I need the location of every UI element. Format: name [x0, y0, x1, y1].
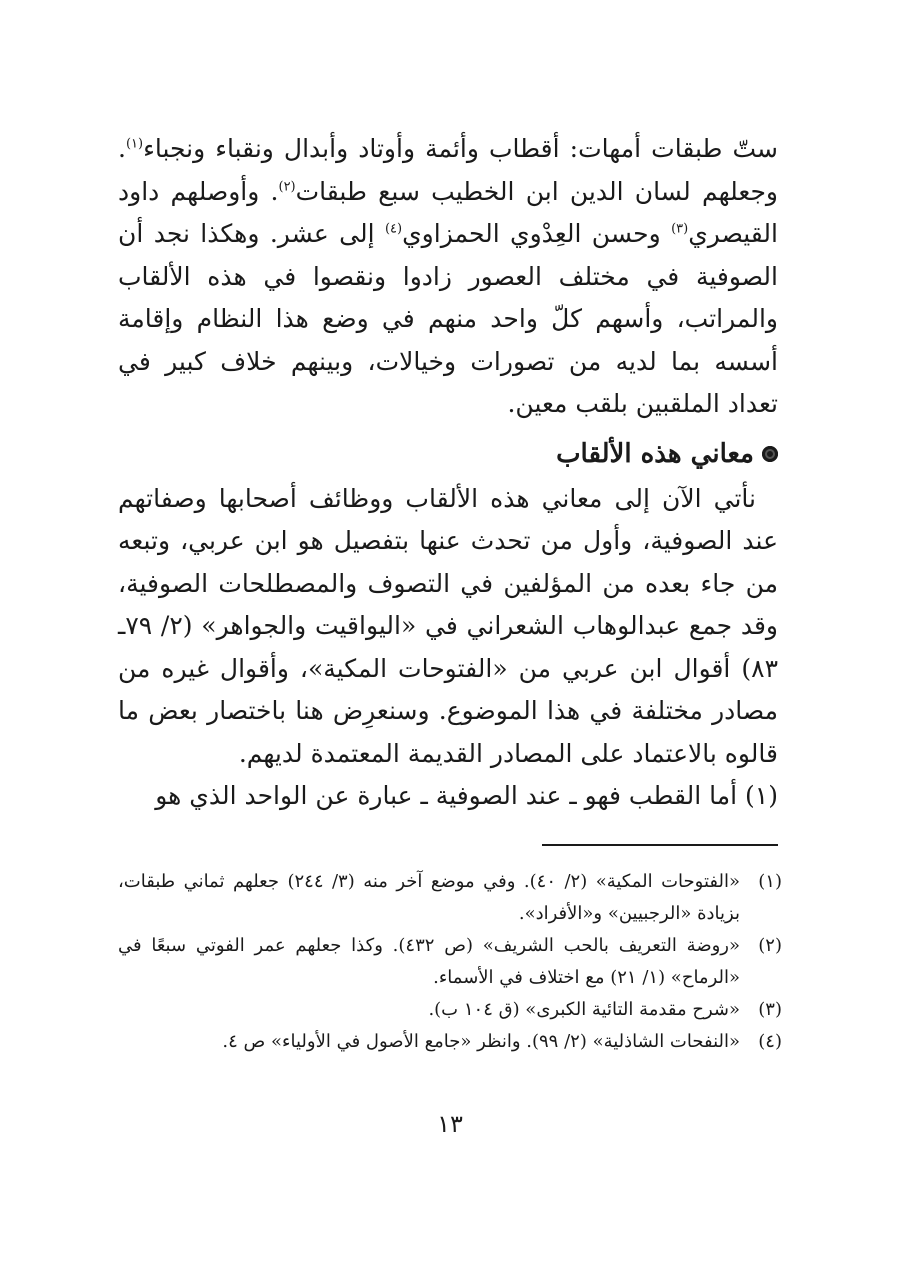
paragraph-2: نأتي الآن إلى معاني هذه الألقاب ووظائف أصحابها وصفاتهم عند الصوفية، وأول من تحدث عنها بتفصيل هو ابن عربي، وتبعه من جاء بعده من المؤلفين في التصوف والمصطلحات الصوفية، وقد جمع عبدالوهاب الشعراني في «اليواقيت والجواهر» (٢/ ٧٩ـ ٨٣) أقوال ابن عربي من «الفتوحات المكية»، وأقوال غيره من مصادر مختلفة في هذا الموضوع. وسنعرِض هنا باختصار بعض ما قالوه بالاعتماد على المصادر القديمة المعتمدة لديهم.	[118, 483, 778, 768]
bullet-icon	[762, 446, 778, 462]
page-body	[118, 128, 778, 818]
footnote-1	[118, 866, 782, 930]
footnote-4	[118, 1026, 782, 1058]
paragraph-1-part-3: . وأوصلهم داود القيصري	[118, 176, 778, 248]
footnote-ref-4[interactable]: (٤)	[384, 221, 403, 237]
page-number: ١٣	[437, 1110, 463, 1138]
footnote-text: «النفحات الشاذلية» (٢/ ٩٩). وانظر «جامع الأصول في الأولياء» ص ٤.	[222, 1031, 740, 1052]
paragraph-1	[118, 128, 778, 426]
footnote-number: (٤)	[758, 1031, 782, 1052]
footnote-3	[118, 994, 782, 1026]
paragraph-1-part-4: وحسن العِدْوي الحمزاوي	[402, 219, 672, 248]
footnote-ref-3[interactable]: (٣)	[671, 221, 689, 237]
footnote-ref-2[interactable]: (٢)	[278, 179, 296, 195]
footnote-text: «روضة التعريف بالحب الشريف» (ص ٤٣٢). وكذا جعلهم عمر الفوتي سبعًا في «الرماح» (١/ ٢١) مع اختلاف في الأسماء.	[118, 935, 740, 988]
section-heading-text: معاني هذه الألقاب	[556, 438, 754, 469]
paragraph-1-part-2: . وجعلهم لسان الدين ابن الخطيب سبع طبقات	[118, 134, 778, 206]
footnote-number: (١)	[758, 871, 782, 892]
section-heading	[118, 432, 778, 476]
footnote-number: (٢)	[758, 935, 782, 956]
paragraph-3: (١) أما القطب فهو ـ عند الصوفية ـ عبارة عن الواحد الذي هو	[155, 781, 778, 810]
footnote-number: (٣)	[758, 999, 782, 1020]
paragraph-1-part-1: ستّ طبقات أمهات: أقطاب وأئمة وأوتاد وأبدال ونقباء ونجباء	[143, 134, 778, 163]
footnote-2	[118, 930, 782, 994]
paragraph-1-part-5: إلى عشر. وهكذا نجد أن الصوفية في مختلف العصور زادوا ونقصوا في هذه الألقاب والمراتب، وأسهم كلّ واحد منهم في وضع هذا النظام وإقامة أسسه بما لديه من تصورات وخيالات، وبينهم خلاف كبير في تعداد الملقبين بلقب معين.	[118, 219, 778, 418]
footnote-text: «الفتوحات المكية» (٢/ ٤٠). وفي موضع آخر منه (٣/ ٢٤٤) جعلهم ثماني طبقات، بزيادة «الرجبيين» و«الأفراد».	[118, 871, 740, 924]
footnotes	[118, 866, 782, 1058]
footnote-separator	[542, 844, 778, 846]
footnote-ref-1[interactable]: (١)	[125, 136, 144, 152]
footnote-text: «شرح مقدمة التائية الكبرى» (ق ١٠٤ ب).	[428, 999, 740, 1020]
